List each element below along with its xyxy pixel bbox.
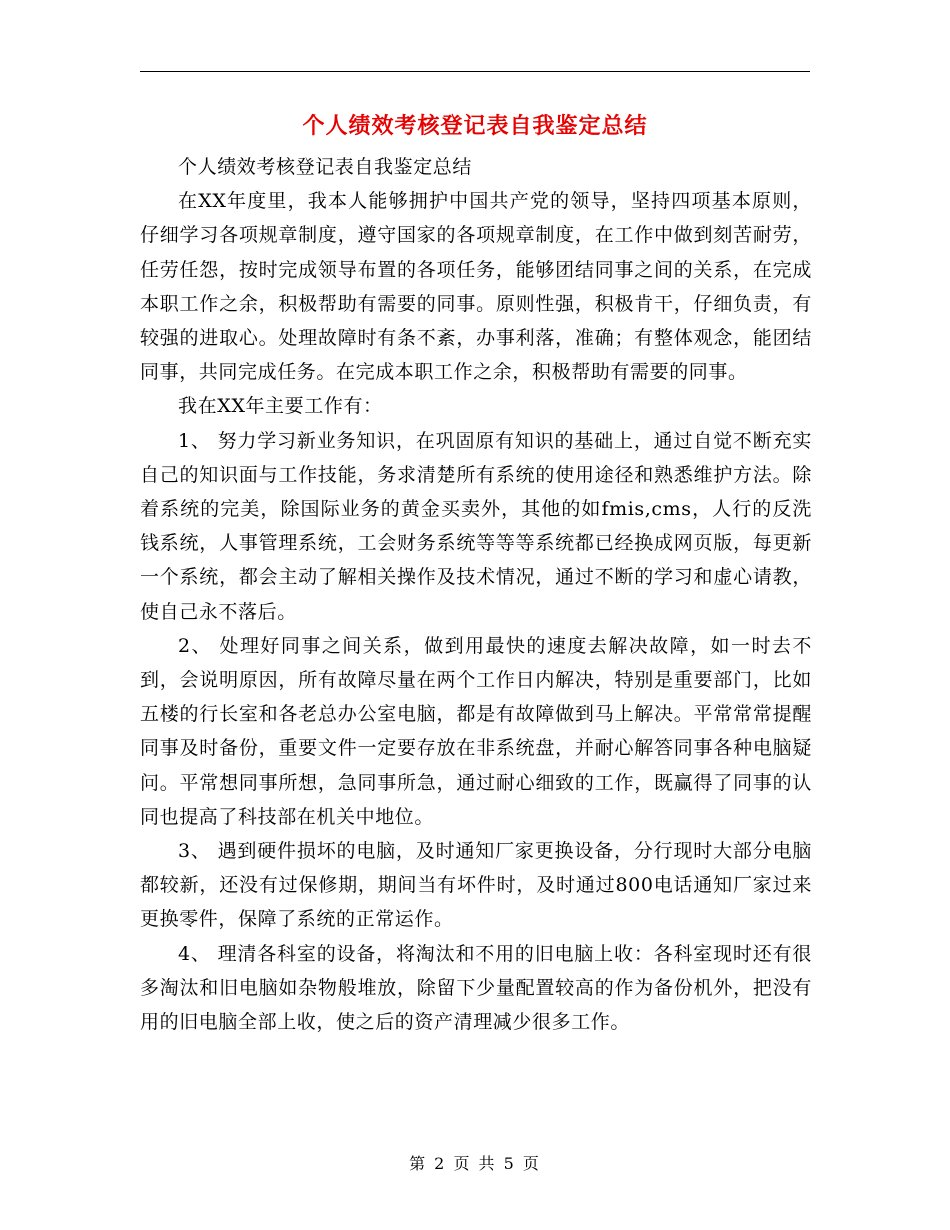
paragraph-item-3: 3、 遇到硬件损坏的电脑，及时通知厂家更换设备，分行现时大部分电脑都较新，还没有过保修期，期间当有坏件时，及时通过800电话通知厂家过来更换零件，保障了系统的正常运作。 [140,840,812,931]
paragraph-item-4: 4、 理清各科室的设备，将淘汰和不用的旧电脑上收：各科室现时还有很多淘汰和旧电脑如杂物般堆放，除留下少量配置较高的作为备份机外，把没有用的旧电脑全部上收，使之后的资产清理减少很多工作。 [140,942,812,1034]
paragraph-item-2: 2、 处理好同事之间关系，做到用最快的速度去解决故障，如一时去不到，会说明原因，所有故障尽量在两个工作日内解决，特别是重要部门，比如五楼的行长室和各老总办公室电脑，都是有故障做到马上解决。平常常常提醒同事及时备份，重要文件一定要存放在非系统盘，并耐心解答同事各种电脑疑问。平常想同事所想，急同事所急，通过耐心细致的工作，既赢得了同事的认同也提高了科技部在机关中地位。 [140,634,812,828]
paragraph-item-1: 1、 努力学习新业务知识，在巩固原有知识的基础上，通过自觉不断充实自己的知识面与工作技能，务求清楚所有系统的使用途径和熟悉维护方法。除着系统的完美，除国际业务的黄金买卖外，其他的如fmis,cms，人行的反洗钱系统，人事管理系统，工会财务系统等等等系统都已经换成网页版，每更新一个系统，都会主动了解相关操作及技术情况，通过不断的学习和虚心请教，使自己永不落后。 [140,429,812,623]
paragraph-intro: 在XX年度里，我本人能够拥护中国共产党的领导，坚持四项基本原则，仔细学习各项规章制度，遵守国家的各项规章制度，在工作中做到刻苦耐劳，任劳任怨，按时完成领导布置的各项任务，能够团结同事之间的关系，在完成本职工作之余，积极帮助有需要的同事。原则性强，积极肯干，仔细负责，有较强的进取心。处理故障时有条不紊，办事利落，准确；有整体观念，能团结同事，共同完成任务。在完成本职工作之余，积极帮助有需要的同事。 [140,190,812,384]
page-number: 第 2 页 共 5 页 [409,1154,541,1173]
paragraph-work-heading: 我在XX年主要工作有： [178,395,383,418]
paragraph-subtitle: 个人绩效考核登记表自我鉴定总结 [178,156,473,178]
document-body [140,150,812,1039]
header-divider [140,71,810,72]
document-title: 个人绩效考核登记表自我鉴定总结 [302,113,648,139]
